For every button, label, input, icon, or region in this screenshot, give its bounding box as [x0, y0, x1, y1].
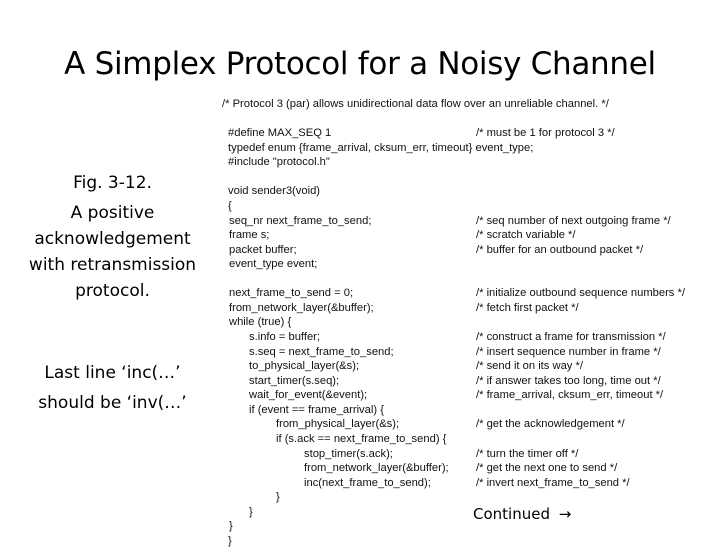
code-line	[222, 315, 717, 330]
code-text: next_frame_to_send = 0;	[229, 287, 354, 300]
code-text: to_physical_layer(&s);	[249, 360, 360, 373]
code-text: start_timer(s.seq);	[249, 374, 340, 387]
code-text: #include "protocol.h"	[228, 156, 330, 169]
continued-text: Continued	[473, 505, 550, 523]
code-comment: /* get the acknowledgement */	[476, 418, 625, 431]
code-text: seq_nr next_frame_to_send;	[229, 214, 372, 227]
note-line: Last line ‘inc(…’	[44, 363, 181, 383]
code-line	[222, 214, 717, 229]
code-text: }	[228, 534, 232, 547]
figure-number: Fig. 3-12.	[73, 173, 152, 193]
code-text: if (event == frame_arrival) {	[249, 403, 384, 416]
code-comment: /* must be 1 for protocol 3 */	[476, 127, 615, 140]
code-line	[222, 126, 717, 141]
code-line	[222, 403, 717, 418]
code-text: event_type event;	[229, 258, 318, 271]
code-line	[222, 286, 717, 301]
note-line: should be ‘inv(…’	[38, 393, 187, 413]
code-text: void sender3(void)	[228, 185, 321, 198]
code-comment: /* get the next one to send */	[476, 462, 618, 475]
code-comment: /* initialize outbound sequence numbers */	[476, 287, 685, 300]
slide-title: A Simplex Protocol for a Noisy Channel	[64, 46, 656, 82]
caption-line: with retransmission	[28, 255, 197, 275]
code-text: s.seq = next_frame_to_send;	[249, 345, 394, 358]
code-text: inc(next_frame_to_send);	[304, 476, 431, 489]
code-comment: /* send it on its way */	[476, 360, 583, 373]
code-text: /* Protocol 3 (par) allows unidirectional data flow over an unreliable channel. */	[222, 98, 609, 110]
code-line	[222, 170, 717, 185]
code-line	[222, 476, 717, 491]
code-comment: /* fetch first packet */	[476, 301, 579, 314]
code-line	[222, 388, 717, 403]
code-comment: /* seq number of next outgoing frame */	[476, 214, 671, 227]
code-text: }	[249, 505, 253, 518]
code-text: from_network_layer(&buffer);	[304, 462, 449, 475]
caption-line: acknowledgement	[34, 229, 191, 249]
code-line	[222, 228, 717, 243]
code-line	[222, 345, 717, 360]
code-comment: /* scratch variable */	[476, 229, 576, 242]
code-line	[222, 359, 717, 374]
code-text: #define MAX_SEQ 1	[228, 127, 332, 140]
code-line	[222, 257, 717, 272]
code-line	[222, 447, 717, 462]
code-text: from_network_layer(&buffer);	[229, 301, 374, 314]
code-text: stop_timer(s.ack);	[304, 447, 393, 460]
code-text: packet buffer;	[229, 243, 297, 256]
code-comment: /* invert next_frame_to_send */	[476, 476, 630, 489]
code-listing	[222, 97, 717, 548]
code-line	[222, 141, 717, 156]
code-line	[222, 155, 717, 170]
code-text: }	[229, 520, 233, 533]
code-line	[222, 199, 717, 214]
code-text: wait_for_event(&event);	[249, 389, 368, 402]
code-line	[222, 505, 717, 520]
code-line	[222, 534, 717, 548]
code-line	[222, 301, 717, 316]
code-comment: /* buffer for an outbound packet */	[476, 243, 644, 256]
code-line	[222, 272, 717, 287]
caption-line: protocol.	[75, 281, 150, 301]
code-line	[222, 432, 717, 447]
code-comment: /* frame_arrival, cksum_err, timeout */	[476, 389, 664, 402]
code-line	[222, 374, 717, 389]
continued-label	[473, 505, 571, 523]
code-line	[222, 519, 717, 534]
code-text: typedef enum {frame_arrival, cksum_err, timeout} event_type;	[228, 141, 534, 154]
code-line	[222, 417, 717, 432]
caption-line: A positive	[70, 203, 155, 223]
figure-caption	[10, 170, 215, 304]
code-line	[222, 490, 717, 505]
code-line	[222, 461, 717, 476]
code-line	[222, 330, 717, 345]
code-comment: /* if answer takes too long, time out */	[476, 374, 661, 387]
correction-note	[10, 358, 215, 418]
code-line	[222, 112, 717, 127]
code-comment: /* turn the timer off */	[476, 447, 579, 460]
code-comment: /* insert sequence number in frame */	[476, 345, 661, 358]
code-text: frame s;	[229, 229, 270, 242]
code-comment: /* construct a frame for transmission */	[476, 331, 666, 343]
code-line	[222, 97, 717, 112]
code-text: }	[276, 491, 280, 504]
code-text: from_physical_layer(&s);	[276, 418, 400, 431]
right-arrow-icon: →	[558, 505, 572, 523]
code-text: {	[228, 199, 232, 212]
code-text: while (true) {	[229, 316, 292, 329]
code-line	[222, 184, 717, 199]
code-line	[222, 243, 717, 258]
code-text: if (s.ack == next_frame_to_send) {	[276, 432, 447, 445]
code-text: s.info = buffer;	[249, 331, 321, 343]
